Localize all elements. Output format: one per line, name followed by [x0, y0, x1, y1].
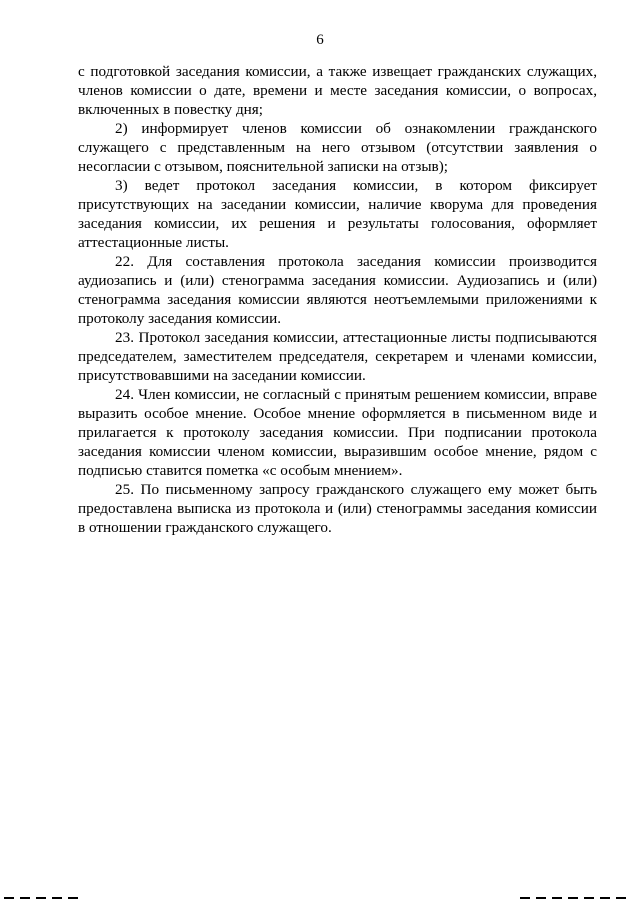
scan-mark — [52, 897, 62, 899]
scan-mark — [4, 897, 14, 899]
scan-mark — [584, 897, 594, 899]
scan-mark — [600, 897, 610, 899]
paragraph-continuation: с подготовкой заседания комиссии, а также извещает гражданских служащих, членов комиссии о дате, времени и месте заседания комиссии, о вопросах, включенных в повестку дня; — [78, 63, 597, 118]
scan-mark — [520, 897, 530, 899]
scan-mark — [568, 897, 578, 899]
paragraph-25: 25. По письменному запросу гражданского служащего ему может быть предоставлена выписка из протокола и (или) стенограммы заседания комиссии в отношении гражданского служащего. — [78, 481, 597, 536]
scan-mark — [68, 897, 78, 899]
paragraph-item-3: 3) ведет протокол заседания комиссии, в котором фиксирует присутствующих на заседании комиссии, наличие кворума для проведения заседания комиссии, их решения и результаты голосования, оформляет аттестационные листы. — [78, 177, 597, 251]
scan-mark — [20, 897, 30, 899]
paragraph-24: 24. Член комиссии, не согласный с принятым решением комиссии, вправе выразить особое мнение. Особое мнение оформляется в письменном виде и прилагается к протоколу заседания комиссии. При подписании протокола заседания комиссии членом комиссии, выразившим особое мнение, рядом с подписью ставится пометка «с особым мнением». — [78, 386, 597, 479]
paragraph-item-2: 2) информирует членов комиссии об ознакомлении гражданского служащего с представленным на него отзывом (отсутствии заявления о несогласии с отзывом, пояснительной записки на отзыв); — [78, 120, 597, 175]
paragraph-22: 22. Для составления протокола заседания комиссии производится аудиозапись и (или) стенограмма заседания комиссии. Аудиозапись и (или) стенограмма заседания комиссии являются неотъемлемыми приложениями к протоколу заседания комиссии. — [78, 253, 597, 327]
scan-edge-marks — [0, 897, 640, 901]
page-number: 6 — [316, 32, 324, 48]
paragraph-23: 23. Протокол заседания комиссии, аттестационные листы подписываются председателем, заместителем председателя, секретарем и членами комиссии, присутствовавшими на заседании комиссии. — [78, 329, 597, 384]
document-body — [78, 62, 597, 537]
scan-mark — [36, 897, 46, 899]
scan-mark — [536, 897, 546, 899]
scan-mark — [552, 897, 562, 899]
scan-mark — [616, 897, 626, 899]
